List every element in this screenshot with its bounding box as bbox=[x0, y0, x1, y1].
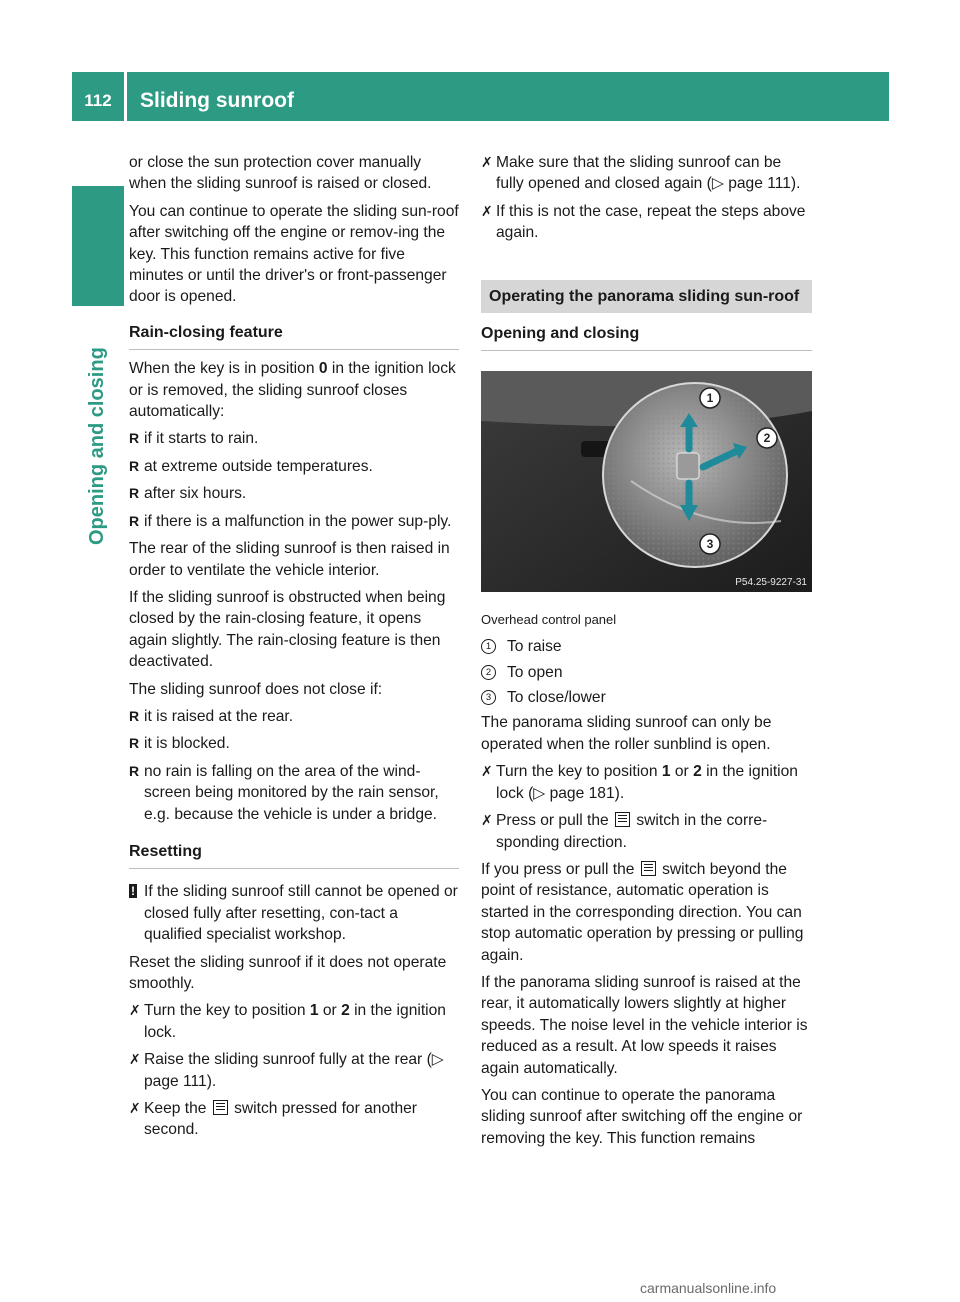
header-divider bbox=[124, 72, 127, 121]
subsection-heading: Opening and closing bbox=[481, 323, 812, 351]
switch-icon bbox=[615, 812, 630, 827]
bullet-icon: R bbox=[129, 485, 140, 502]
instruction-step: ✗ Press or pull the switch in the corre-sponding direction. bbox=[481, 812, 768, 851]
bullet-icon: R bbox=[129, 762, 140, 779]
step-arrow-icon: ✗ bbox=[481, 202, 493, 219]
bullet-icon: R bbox=[129, 457, 140, 474]
paragraph: The panorama sliding sunroof can only be operated when the roller sunblind is open. bbox=[481, 714, 772, 753]
instruction-step: ✗ If this is not the case, repeat the steps above again. bbox=[481, 202, 806, 242]
svg-text:1: 1 bbox=[706, 391, 714, 406]
paragraph: Reset the sliding sunroof if it does not operate smoothly. bbox=[129, 953, 447, 992]
page-number: 112 bbox=[84, 91, 112, 110]
svg-text:P54.25-9227-31: P54.25-9227-31 bbox=[735, 577, 807, 589]
step-arrow-icon: ✗ bbox=[481, 763, 493, 780]
warning-icon: ! bbox=[131, 884, 135, 899]
section-heading-panorama: Operating the panorama sliding sun-roof bbox=[481, 280, 812, 313]
instruction-step: ✗ Turn the key to position 1 or 2 in the ignition lock. bbox=[129, 1002, 446, 1041]
paragraph: You can continue to operate the sliding sun-roof after switching off the engine or remov-ing the key. This function remains active for five minutes or until the driver's or front-passenger door is opened. bbox=[129, 202, 459, 306]
list-item: R it is blocked. bbox=[129, 733, 459, 754]
step-arrow-icon: ✗ bbox=[481, 812, 493, 829]
instruction-step: ✗ Turn the key to position 1 or 2 in the ignition lock (▷ page 181). bbox=[481, 763, 798, 802]
overhead-control-panel-photo bbox=[481, 371, 812, 592]
paragraph: When the key is in position 0 in the ignition lock or is removed, the sliding sunroof closes automatically: bbox=[129, 360, 456, 421]
svg-text:2: 2 bbox=[763, 431, 771, 446]
section-heading-resetting: Resetting bbox=[129, 841, 459, 869]
instruction-step: ✗ Raise the sliding sunroof fully at the rear (▷ page 111). bbox=[129, 1051, 444, 1090]
bullet-icon: R bbox=[129, 512, 140, 529]
step-arrow-icon: ✗ bbox=[129, 1051, 141, 1068]
paragraph: If you press or pull the switch beyond the point of resistance, automatic operation is started in the corresponding direction. You can stop automatic operation by pressing or pulling again. bbox=[481, 860, 804, 964]
list-item: R if there is a malfunction in the power sup-ply. bbox=[129, 511, 459, 532]
side-tab-label: Opening and closing bbox=[86, 347, 108, 545]
paragraph: If the sliding sunroof is obstructed when being closed by the rain-closing feature, it opens again slightly. The rain-closing feature is then deactivated. bbox=[129, 588, 446, 671]
list-item: R it is raised at the rear. bbox=[129, 706, 459, 727]
switch-icon bbox=[641, 861, 656, 876]
bullet-icon: R bbox=[129, 735, 140, 752]
list-item: R after six hours. bbox=[129, 483, 459, 504]
watermark: carmanualsonline.info bbox=[640, 1280, 777, 1296]
legend-number: 2 bbox=[481, 665, 496, 680]
legend-number: 3 bbox=[481, 690, 496, 705]
list-item: R if it starts to rain. bbox=[129, 428, 459, 449]
side-color-block bbox=[72, 186, 124, 306]
list-item: R no rain is falling on the area of the wind-screen being monitored by the rain sensor, e.g. because the vehicle is under a bridge. bbox=[129, 762, 439, 823]
paragraph: The sliding sunroof does not close if: bbox=[129, 680, 383, 698]
bullet-icon: R bbox=[129, 430, 140, 447]
paragraph: The rear of the sliding sunroof is then raised in order to ventilate the vehicle interior. bbox=[129, 540, 450, 579]
step-arrow-icon: ✗ bbox=[129, 1002, 141, 1019]
switch-icon bbox=[213, 1100, 228, 1115]
step-arrow-icon: ✗ bbox=[129, 1100, 141, 1117]
bullet-icon: R bbox=[129, 707, 140, 724]
warning-note: ! If the sliding sunroof still cannot be opened or closed fully after resetting, con-tact a qualified specialist workshop. bbox=[131, 883, 458, 944]
legend-number: 1 bbox=[481, 639, 496, 654]
figure-caption: Overhead control panel bbox=[481, 611, 617, 627]
legend-item: 3 To close/lower bbox=[481, 687, 812, 708]
paragraph: You can continue to operate the panorama sliding sunroof after switching off the engine or removing the key. This function remains bbox=[481, 1086, 803, 1147]
legend-item: 1 To raise bbox=[481, 636, 812, 657]
svg-text:3: 3 bbox=[706, 537, 714, 552]
step-arrow-icon: ✗ bbox=[481, 154, 493, 170]
page-title: Sliding sunroof bbox=[140, 89, 294, 112]
paragraph: If the panorama sliding sunroof is raised at the rear, it automatically lowers slightly at higher speeds. The noise level in the vehicle interior is reduced as a result. At low speeds it raises again automatically. bbox=[481, 973, 808, 1077]
left-column bbox=[129, 152, 459, 1147]
section-heading-rain-closing: Rain-closing feature bbox=[129, 322, 459, 350]
paragraph: or close the sun protection cover manually when the sliding sunroof is raised or closed. bbox=[129, 154, 432, 193]
right-column bbox=[481, 152, 812, 1155]
list-item: R at extreme outside temperatures. bbox=[129, 456, 459, 477]
instruction-step: ✗ Make sure that the sliding sunroof can be fully opened and closed again (▷ page 111). bbox=[481, 154, 801, 193]
instruction-step: ✗ Keep the switch pressed for another second. bbox=[129, 1100, 417, 1139]
legend-item: 2 To open bbox=[481, 662, 812, 683]
